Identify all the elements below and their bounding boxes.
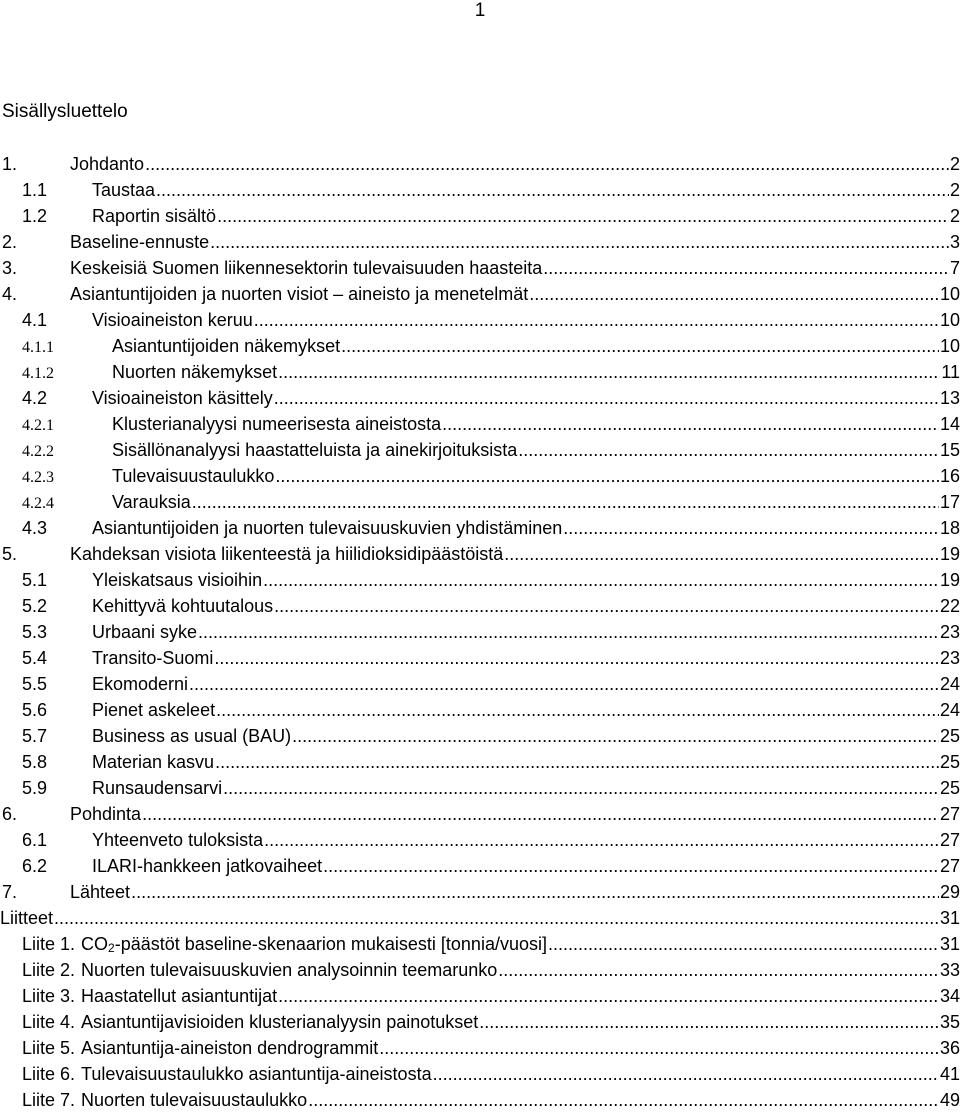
toc-entry-title: Asiantuntijoiden näkemykset (112, 336, 341, 356)
toc-entry-page: 13 (939, 388, 960, 408)
toc-leader-dots (341, 333, 939, 359)
toc-entry-number: 4.2.4 (22, 495, 54, 512)
toc-heading: Sisällysluettelo (2, 101, 128, 122)
toc-leader-dots (379, 1035, 939, 1061)
toc-entry-title (81, 931, 547, 957)
toc-entry-page: 3 (949, 232, 960, 252)
toc-entry[interactable] (0, 853, 960, 879)
toc-entry-page: 23 (939, 622, 960, 642)
toc-entry-number: Liite 6. (22, 1064, 76, 1084)
toc-entry[interactable] (0, 515, 960, 541)
toc-entry[interactable] (0, 177, 960, 203)
toc-entry-page: 14 (939, 414, 960, 434)
toc-entry-title: Nuorten tulevaisuuskuvien analysoinnin teemarunko (81, 960, 498, 980)
toc-entry-page: 24 (939, 700, 960, 720)
toc-entry-title: Kehittyvä kohtuutalous (92, 596, 274, 616)
toc-entry-title: Kahdeksan visiota liikenteestä ja hiilidioksidipäästöistä (70, 544, 504, 564)
toc-entry-title: Asiantuntijoiden ja nuorten visiot – aineisto ja menetelmät (70, 284, 529, 304)
toc-entry-number: 4.3 (22, 518, 48, 538)
toc-entry-number: 4.1.2 (22, 365, 54, 382)
toc-entry-page: 10 (939, 336, 960, 356)
toc-leader-dots (442, 411, 939, 437)
toc-entry-page: 31 (939, 908, 960, 928)
toc-entry[interactable] (0, 775, 960, 801)
toc-entry-page: 18 (939, 518, 960, 538)
toc-leader-dots (529, 281, 939, 307)
toc-entry-number: 5.7 (22, 726, 48, 746)
toc-entry-number: 3. (2, 258, 18, 278)
toc-leader-dots (563, 515, 939, 541)
toc-entry-title: Taustaa (92, 180, 156, 200)
toc-leader-dots (278, 359, 940, 385)
toc-leader-dots (142, 801, 939, 827)
toc-entry-page: 34 (939, 986, 960, 1006)
toc-entry-number: 5.2 (22, 596, 48, 616)
toc-leader-dots (498, 957, 939, 983)
toc-leader-dots (543, 255, 949, 281)
toc-entry-page: 19 (939, 570, 960, 590)
toc-leader-dots (433, 1061, 939, 1087)
toc-leader-dots (504, 541, 939, 567)
toc-leader-dots (198, 619, 939, 645)
toc-leader-dots (263, 567, 939, 593)
toc-entry-title: Transito-Suomi (92, 648, 214, 668)
toc-entry[interactable] (0, 879, 960, 905)
toc-entry-page: 19 (939, 544, 960, 564)
toc-entry-number: 4.2 (22, 388, 48, 408)
toc-entry[interactable] (0, 1061, 960, 1087)
toc-entry-number: 5.6 (22, 700, 48, 720)
toc-entry-number: 7. (2, 882, 18, 902)
toc-entry[interactable] (0, 645, 960, 671)
toc-entry-title: Business as usual (BAU) (92, 726, 292, 746)
toc-entry[interactable] (0, 1035, 960, 1061)
toc-leader-dots (54, 905, 939, 931)
toc-entry-title: Tulevaisuustaulukko (112, 466, 275, 486)
toc-entry-page: 2 (949, 206, 960, 226)
toc-entry-title: Pienet askeleet (92, 700, 216, 720)
toc-entry-number: 5.4 (22, 648, 48, 668)
toc-entry-page: 10 (939, 284, 960, 304)
page-number: 1 (474, 0, 486, 21)
toc-entry-page: 24 (939, 674, 960, 694)
toc-entry-page: 22 (939, 596, 960, 616)
toc-entry-page: 25 (939, 726, 960, 746)
toc-entry-page: 23 (939, 648, 960, 668)
toc-leader-dots (131, 879, 939, 905)
toc-entry-number: 1.1 (22, 180, 48, 200)
toc-leader-dots (189, 671, 939, 697)
toc-entry-page: 49 (939, 1090, 960, 1110)
toc-entry[interactable] (0, 411, 960, 437)
toc-entry-page: 10 (939, 310, 960, 330)
toc-entry-title: Johdanto (70, 154, 145, 174)
toc-leader-dots (264, 827, 939, 853)
toc-entry-page: 25 (939, 778, 960, 798)
toc-entry-title: Asiantuntijavisioiden klusterianalyysin painotukset (81, 1012, 479, 1032)
toc-entry-title-text: -päästöt baseline-skenaarion mukaisesti [tonnia/vuosi] (114, 934, 547, 954)
toc-entry-title: Yhteenveto tuloksista (92, 830, 264, 850)
toc-entry-title: Sisällönanalyysi haastatteluista ja ainekirjoituksista (112, 440, 518, 460)
toc-entry-title: Ekomoderni (92, 674, 189, 694)
toc-leader-dots (192, 489, 939, 515)
toc-entry-title: Materian kasvu (92, 752, 215, 772)
toc-leader-dots (274, 593, 939, 619)
toc-entry-page: 36 (939, 1038, 960, 1058)
toc-entry-page: 27 (939, 856, 960, 876)
toc-entry-number: 4. (2, 284, 18, 304)
toc-entry-number: 5.5 (22, 674, 48, 694)
toc-entry-number: Liite 1. (22, 934, 76, 954)
toc-entry[interactable] (0, 489, 960, 515)
toc-leader-dots (275, 463, 939, 489)
toc-entry[interactable] (0, 957, 960, 983)
toc-entry-number: 5. (2, 544, 18, 564)
toc-leader-dots (145, 151, 949, 177)
toc-leader-dots (292, 723, 939, 749)
toc-entry[interactable] (0, 229, 960, 255)
toc-entry[interactable] (0, 671, 960, 697)
toc-entry-title: Asiantuntija-aineiston dendrogrammit (81, 1038, 379, 1058)
toc-entry[interactable] (0, 723, 960, 749)
toc-leader-dots (210, 229, 949, 255)
toc-leader-dots (308, 1087, 939, 1113)
toc-entry-title: Varauksia (112, 492, 191, 512)
toc-entry[interactable] (0, 749, 960, 775)
toc-entry-number: 6. (2, 804, 18, 824)
toc-entry-title: Nuorten näkemykset (112, 362, 278, 382)
toc-entry[interactable] (0, 827, 960, 853)
toc-entry-number: Liite 4. (22, 1012, 76, 1032)
toc-entry-page: 27 (939, 804, 960, 824)
toc-entry-page: 31 (939, 934, 960, 954)
toc-entry[interactable] (0, 203, 960, 229)
toc-entry-title-prefix: CO (81, 934, 109, 954)
toc-entry-number: 5.1 (22, 570, 48, 590)
toc-entry-page: 33 (939, 960, 960, 980)
toc-entry-title: Lähteet (70, 882, 131, 902)
toc-entry-title: Tulevaisuustaulukko asiantuntija-aineistosta (81, 1064, 432, 1084)
toc-entry-number: 1. (2, 154, 18, 174)
toc-leader-dots (215, 749, 939, 775)
toc-entry-number: 2. (2, 232, 18, 252)
toc-entry[interactable] (0, 619, 960, 645)
toc-entry-number: Liite 3. (22, 986, 76, 1006)
toc-leader-dots (518, 437, 939, 463)
table-of-contents (0, 151, 960, 1113)
toc-entry-number: Liite 5. (22, 1038, 76, 1058)
toc-leader-dots (214, 645, 939, 671)
toc-entry[interactable] (0, 307, 960, 333)
toc-leader-dots (274, 385, 939, 411)
toc-entry-title: Runsaudensarvi (92, 778, 223, 798)
toc-leader-dots (217, 203, 949, 229)
toc-entry[interactable] (0, 437, 960, 463)
toc-entry-title: Yleiskatsaus visioihin (92, 570, 263, 590)
toc-entry[interactable] (0, 255, 960, 281)
toc-entry-number: 5.3 (22, 622, 48, 642)
toc-entry-page: 11 (941, 362, 960, 382)
toc-entry-page: 16 (939, 466, 960, 486)
toc-entry[interactable] (0, 463, 960, 489)
toc-entry-page: 7 (949, 258, 960, 278)
toc-entry-title: ILARI-hankkeen jatkovaiheet (92, 856, 323, 876)
toc-leader-dots (278, 983, 939, 1009)
toc-leader-dots (223, 775, 939, 801)
toc-entry-number: 6.1 (22, 830, 48, 850)
toc-entry[interactable] (0, 541, 960, 567)
toc-entry-title: Pohdinta (70, 804, 142, 824)
toc-entry[interactable] (0, 697, 960, 723)
toc-entry[interactable] (0, 593, 960, 619)
toc-entry-page: 25 (939, 752, 960, 772)
toc-entry-number: 1.2 (22, 206, 48, 226)
toc-entry-number: Liite 7. (22, 1090, 76, 1110)
toc-entry-number: 6.2 (22, 856, 48, 876)
toc-entry[interactable] (0, 801, 960, 827)
toc-entry-title: Klusterianalyysi numeerisesta aineistosta (112, 414, 442, 434)
toc-entry-page: 17 (939, 492, 960, 512)
toc-entry[interactable] (0, 931, 960, 957)
toc-entry[interactable] (0, 281, 960, 307)
toc-entry-number: Liite 2. (22, 960, 76, 980)
toc-leader-dots (216, 697, 939, 723)
toc-entry-page: 2 (949, 180, 960, 200)
toc-entry-number: 4.2.3 (22, 469, 54, 486)
toc-entry-title: Keskeisiä Suomen liikennesektorin tulevaisuuden haasteita (70, 258, 543, 278)
toc-entry-title: Visioaineiston käsittely (92, 388, 273, 408)
toc-entry-title: Raportin sisältö (92, 206, 217, 226)
toc-entry-number: 4.2.2 (22, 443, 54, 460)
toc-entry-number: 4.1 (22, 310, 48, 330)
toc-entry-title: Visioaineiston keruu (92, 310, 253, 330)
toc-entry-title: Nuorten tulevaisuustaulukko (81, 1090, 308, 1110)
toc-entry-page: 2 (949, 154, 960, 174)
toc-entry-title: Haastatellut asiantuntijat (81, 986, 278, 1006)
toc-entry-title-subscript: 2 (108, 941, 115, 955)
toc-entry-page: 29 (939, 882, 960, 902)
toc-leader-dots (323, 853, 939, 879)
toc-entry[interactable] (0, 567, 960, 593)
toc-leader-dots (479, 1009, 939, 1035)
toc-entry-number: 4.2.1 (22, 417, 54, 434)
toc-entry-number: 5.8 (22, 752, 48, 772)
toc-entry[interactable] (0, 983, 960, 1009)
toc-leader-dots (548, 931, 939, 957)
toc-entry-title: Liitteet (0, 908, 54, 928)
toc-entry[interactable] (0, 359, 960, 385)
toc-entry-page: 15 (939, 440, 960, 460)
toc-entry-page: 35 (939, 1012, 960, 1032)
toc-entry[interactable] (0, 333, 960, 359)
toc-entry[interactable] (0, 1009, 960, 1035)
toc-entry-title: Baseline-ennuste (70, 232, 210, 252)
toc-entry-page: 41 (939, 1064, 960, 1084)
toc-entry-number: 5.9 (22, 778, 48, 798)
toc-leader-dots (254, 307, 939, 333)
toc-entry[interactable] (0, 905, 960, 931)
toc-leader-dots (156, 177, 949, 203)
toc-entry-page: 27 (939, 830, 960, 850)
toc-entry[interactable] (0, 1087, 960, 1113)
toc-entry[interactable] (0, 151, 960, 177)
toc-entry-title: Asiantuntijoiden ja nuorten tulevaisuuskuvien yhdistäminen (92, 518, 563, 538)
toc-entry-title: Urbaani syke (92, 622, 198, 642)
toc-entry-number: 4.1.1 (22, 339, 54, 356)
toc-entry[interactable] (0, 385, 960, 411)
